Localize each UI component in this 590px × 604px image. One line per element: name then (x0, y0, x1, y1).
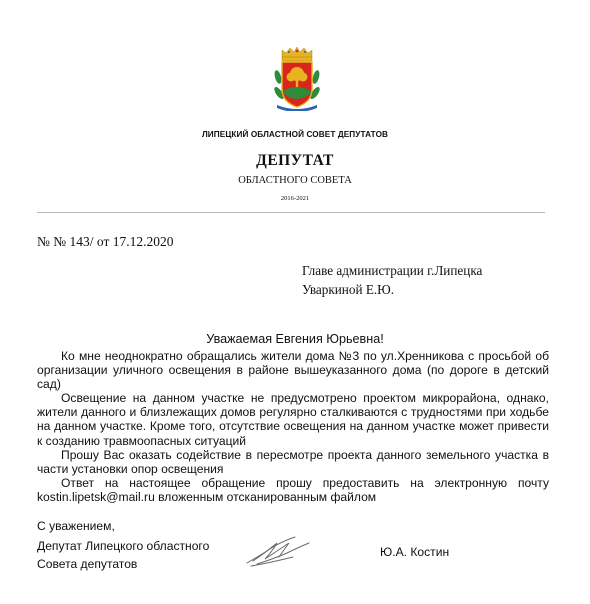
closing-salutation: С уважением, (37, 519, 115, 533)
signer-name: Ю.А. Костин (380, 545, 450, 559)
addressee-line: Главе администрации г.Липецка (302, 263, 483, 278)
closing-position: Депутат Липецкого областного (37, 539, 210, 553)
greeting: Уважаемая Евгения Юрьевна! (206, 332, 384, 346)
body-paragraph: Ответ на настоящее обращение прошу предоставить на электронную почту kostin.lipetsk@mail.ru вложенным отсканированным файлом (37, 475, 549, 504)
signature-mark (243, 533, 313, 571)
body-paragraph: Ко мне неоднократно обращались жители дома №3 по ул.Хренникова с просьбой об организации уличного освещения в районе вышеуказанного дома (по дороге в детский сад) (37, 349, 549, 392)
term-years: 2016-2021 (280, 195, 310, 202)
letter-body (37, 349, 549, 504)
body-paragraph: Освещение на данном участке не предусмотрено проектом микрорайона, однако, жители данного и близлежащих домов регулярно сталкиваются с трудностями при ходьбе на данном участке. Кроме того, отсутствие освещения на данном участке может привести к созданию травмоопасных ситуаций (37, 391, 549, 448)
addressee-block (302, 262, 482, 299)
page-title: ДЕПУТАТ (256, 152, 334, 169)
registration-number: № № 143/ от 17.12.2020 (37, 234, 174, 249)
page-subtitle: ОБЛАСТНОГО СОВЕТА (238, 175, 352, 186)
header-divider (37, 212, 545, 213)
coat-of-arms-icon (273, 47, 321, 111)
addressee-line: Уваркиной Е.Ю. (302, 281, 395, 297)
body-paragraph: Прошу Вас оказать содействие в пересмотре проекта данного земельного участка в части установки опор освещения (37, 447, 549, 476)
organization-name: ЛИПЕЦКИЙ ОБЛАСТНОЙ СОВЕТ ДЕПУТАТОВ (201, 130, 389, 139)
closing-organization: Совета депутатов (37, 557, 138, 571)
